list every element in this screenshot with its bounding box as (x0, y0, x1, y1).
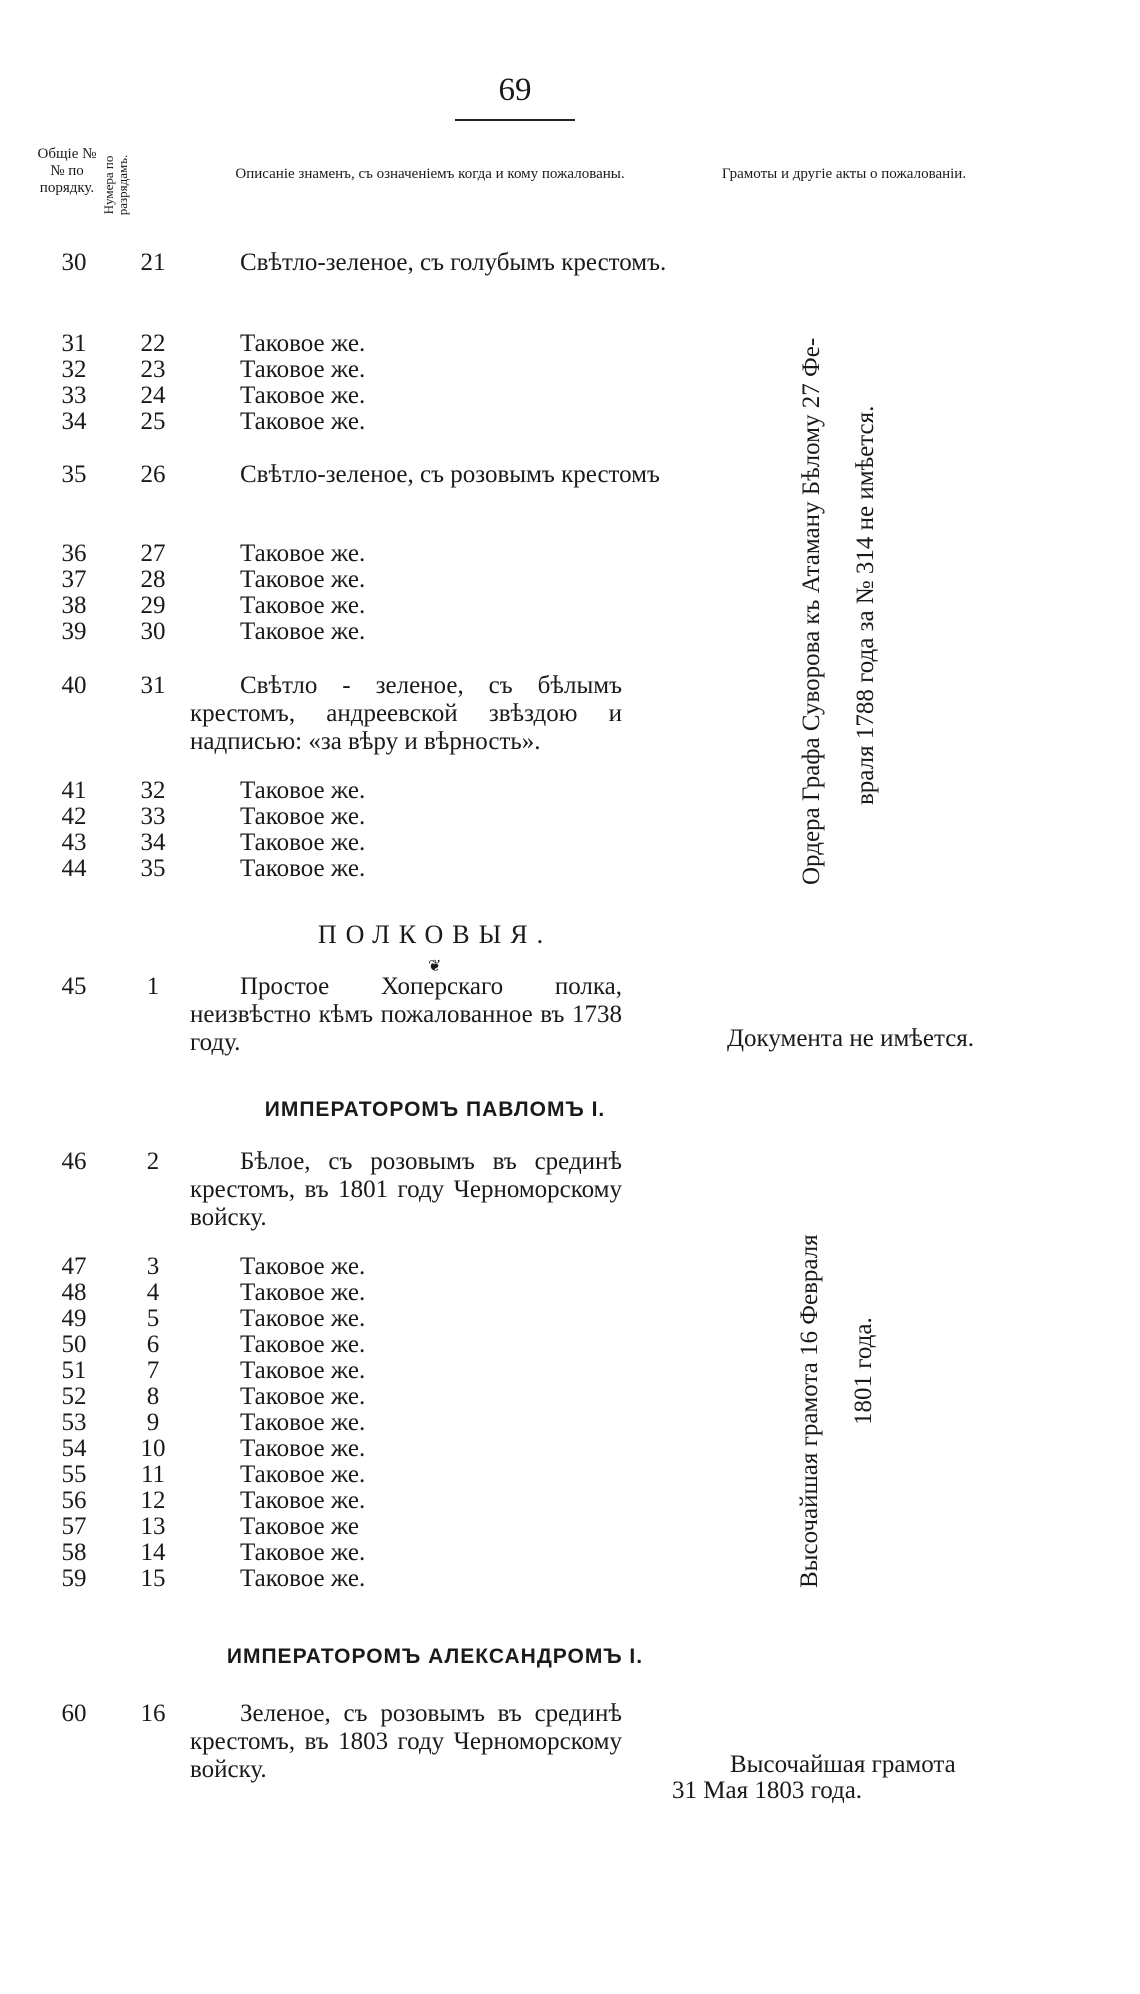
row-regiment-number: 7 (146, 1357, 160, 1384)
row-regiment-number: 8 (146, 1383, 160, 1410)
row-description: Таковое же. (240, 855, 366, 882)
section-title-emperor-paul: ИМПЕРАТОРОМЪ ПАВЛОМЪ I. (264, 1098, 606, 1121)
header-description: Описаніе знаменъ, съ означеніемъ когда и кому пожалованы. (235, 166, 625, 182)
row-number: 34 (61, 408, 87, 435)
row-number: 53 (61, 1409, 87, 1436)
row-regiment-number: 11 (140, 1461, 166, 1488)
row-regiment-number: 29 (140, 592, 166, 619)
row-number: 40 (61, 672, 87, 699)
row-number: 47 (61, 1253, 87, 1280)
act-paul-charter-line1: Высочайшая грамота 16 Февраля (796, 1234, 823, 1588)
row-description: Таковое же. (240, 1409, 366, 1436)
row-regiment-number: 22 (140, 330, 166, 357)
row-number: 50 (61, 1331, 87, 1358)
row-number: 38 (61, 592, 87, 619)
row-description: Таковое же. (240, 592, 366, 619)
row-regiment-number: 30 (140, 618, 166, 645)
row-number: 58 (61, 1539, 87, 1566)
row-number: 43 (61, 829, 87, 856)
row-description: Таковое же. (240, 1331, 366, 1358)
row-description: Бѣлое, съ розовымъ въ срединѣ крестомъ, въ 1801 году Черноморскому войску. (190, 1148, 622, 1231)
row-number: 46 (61, 1148, 87, 1175)
row-regiment-number: 4 (146, 1279, 160, 1306)
row-description: Таковое же. (240, 1383, 366, 1410)
row-regiment-number: 3 (146, 1253, 160, 1280)
header-general-number: Общіе № № по порядку. (37, 146, 97, 196)
row-regiment-number: 28 (140, 566, 166, 593)
row-regiment-number: 6 (146, 1331, 160, 1358)
row-number: 44 (61, 855, 87, 882)
row-regiment-number: 15 (140, 1565, 166, 1592)
row-number: 39 (61, 618, 87, 645)
row-regiment-number: 27 (140, 540, 166, 567)
row-description: Свѣтло-зеленое, съ розовымъ крестомъ (240, 461, 660, 488)
row-regiment-number: 13 (140, 1513, 166, 1540)
row-description: Таковое же. (240, 540, 366, 567)
row-description: Таковое же. (240, 356, 366, 383)
row-number: 52 (61, 1383, 87, 1410)
row-regiment-number: 12 (140, 1487, 166, 1514)
row-description: Таковое же. (240, 1539, 366, 1566)
row-description: Таковое же (240, 1513, 359, 1540)
row-regiment-number: 34 (140, 829, 166, 856)
row-description: Таковое же. (240, 1305, 366, 1332)
row-regiment-number: 5 (146, 1305, 160, 1332)
row-regiment-number: 26 (140, 461, 166, 488)
row-number: 36 (61, 540, 87, 567)
row-number: 51 (61, 1357, 87, 1384)
row-description: Таковое же. (240, 618, 366, 645)
row-regiment-number: 10 (140, 1435, 166, 1462)
row-description: Таковое же. (240, 803, 366, 830)
row-number: 30 (61, 249, 87, 276)
row-regiment-number: 2 (146, 1148, 160, 1175)
row-description: Таковое же. (240, 1435, 366, 1462)
row-regiment-number: 32 (140, 777, 166, 804)
row-description: Таковое же. (240, 408, 366, 435)
row-regiment-number: 14 (140, 1539, 166, 1566)
row-description: Таковое же. (240, 1487, 366, 1514)
row-number: 35 (61, 461, 87, 488)
row-number: 56 (61, 1487, 87, 1514)
row-number: 33 (61, 382, 87, 409)
section-title-emperor-alexander: ИМПЕРАТОРОМЪ АЛЕКСАНДРОМЪ I. (226, 1645, 644, 1668)
row-description: Таковое же. (240, 382, 366, 409)
row-description: Таковое же. (240, 829, 366, 856)
header-acts: Грамоты и другіе акты о пожалованіи. (721, 166, 967, 182)
row-regiment-number: 31 (140, 672, 166, 699)
row-description: Таковое же. (240, 330, 366, 357)
row-number: 57 (61, 1513, 87, 1540)
row-number: 37 (61, 566, 87, 593)
row-regiment-number: 21 (140, 249, 166, 276)
act-order-suvorov-line1: Ордера Графа Суворова къ Атаману Бѣлому 27 Фе- (798, 337, 825, 885)
row-regiment-number: 35 (140, 855, 166, 882)
row-description: Таковое же. (240, 1279, 366, 1306)
row-description: Таковое же. (240, 1565, 366, 1592)
row-description: Таковое же. (240, 1253, 366, 1280)
act-paul-charter-line2: 1801 года. (850, 1317, 877, 1425)
row-description: Таковое же. (240, 566, 366, 593)
act-alexander-charter-line2: 31 Мая 1803 года. (672, 1777, 863, 1804)
row-description: Зеленое, съ розовымъ въ срединѣ крестомъ, въ 1803 году Черноморскому войску. (190, 1700, 622, 1783)
row-description: Простое Хоперскаго полка, неизвѣстно кѣмъ пожалованное въ 1738 году. (190, 973, 622, 1056)
act-alexander-charter-line1: Высочайшая грамота (730, 1751, 956, 1778)
row-description: Таковое же. (240, 1357, 366, 1384)
row-description: Таковое же. (240, 1461, 366, 1488)
row-number: 48 (61, 1279, 87, 1306)
row-regiment-number: 25 (140, 408, 166, 435)
act-no-document: Документа не имѣется. (727, 1025, 975, 1052)
row-number: 54 (61, 1435, 87, 1462)
row-description: Свѣтло-зеленое, съ голубымъ крестомъ. (240, 249, 667, 276)
header-regiment-number: Нумера по разрядамъ. (101, 154, 130, 216)
row-number: 31 (61, 330, 87, 357)
row-number: 59 (61, 1565, 87, 1592)
row-regiment-number: 1 (146, 973, 160, 1000)
fleuron-ornament: ❦ (428, 958, 442, 975)
row-regiment-number: 24 (140, 382, 166, 409)
row-number: 55 (61, 1461, 87, 1488)
row-description: Свѣтло - зеленое, съ бѣлымъ крестомъ, андреевской звѣздою и надписью: «за вѣру и вѣрность». (190, 672, 622, 755)
row-number: 60 (61, 1700, 87, 1727)
row-regiment-number: 16 (140, 1700, 166, 1727)
page-number: 69 (498, 72, 532, 108)
act-order-suvorov-line2: враля 1788 года за № 314 не имѣется. (852, 405, 879, 805)
row-number: 41 (61, 777, 87, 804)
page-number-rule (455, 119, 575, 121)
row-description: Таковое же. (240, 777, 366, 804)
row-number: 42 (61, 803, 87, 830)
row-number: 32 (61, 356, 87, 383)
row-regiment-number: 9 (146, 1409, 160, 1436)
section-title-regimental: ПОЛКОВЫЯ. (317, 920, 553, 949)
row-number: 45 (61, 973, 87, 1000)
row-regiment-number: 23 (140, 356, 166, 383)
row-number: 49 (61, 1305, 87, 1332)
row-regiment-number: 33 (140, 803, 166, 830)
